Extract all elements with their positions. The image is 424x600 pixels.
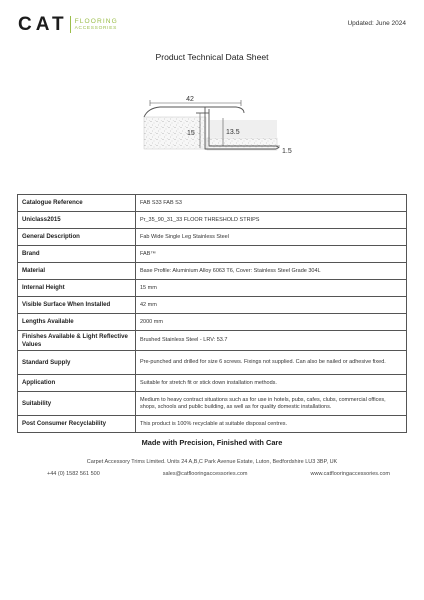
row-value: FAB™ bbox=[136, 246, 407, 263]
table-row bbox=[18, 280, 407, 297]
table-row bbox=[18, 392, 407, 416]
row-value: This product is 100% recyclable at suitable disposal centres. bbox=[136, 416, 407, 433]
row-value: Fab Wide Single Leg Stainless Steel bbox=[136, 229, 407, 246]
table-row bbox=[18, 314, 407, 331]
spec-table bbox=[17, 194, 407, 433]
row-label: Material bbox=[18, 263, 136, 280]
left-floor-block bbox=[144, 117, 206, 149]
row-value: 15 mm bbox=[136, 280, 407, 297]
contact-phone: +44 (0) 1582 561 500 bbox=[47, 471, 100, 477]
row-value: 42 mm bbox=[136, 297, 407, 314]
logo-subtitle-line1: FLOORING bbox=[74, 17, 118, 25]
table-row bbox=[18, 351, 407, 375]
row-label: Application bbox=[18, 375, 136, 392]
table-row bbox=[18, 212, 407, 229]
profile-diagram bbox=[0, 0, 424, 190]
table-row bbox=[18, 229, 407, 246]
row-value: FAB S33 FAB S3 bbox=[136, 195, 407, 212]
dim-height-right-label: 13.5 bbox=[226, 129, 240, 136]
row-value: Brushed Stainless Steel - LRV: 53.7 bbox=[136, 331, 407, 351]
table-row bbox=[18, 331, 407, 351]
footer-tagline: Made with Precision, Finished with Care bbox=[141, 438, 283, 447]
contact-row bbox=[47, 471, 390, 477]
row-label: Post Consumer Recyclability bbox=[18, 416, 136, 433]
contact-website[interactable]: www.catflooringaccessories.com bbox=[310, 471, 390, 477]
row-label: Standard Supply bbox=[18, 351, 136, 375]
logo-wordmark: CAT bbox=[18, 14, 68, 35]
table-row bbox=[18, 263, 407, 280]
row-value: 2000 mm bbox=[136, 314, 407, 331]
dim-thickness-label: 1.5 bbox=[282, 148, 292, 155]
row-label: Finishes Available & Light Reflective Values bbox=[18, 331, 136, 351]
row-label: Brand bbox=[18, 246, 136, 263]
row-label: Suitability bbox=[18, 392, 136, 416]
table-row bbox=[18, 195, 407, 212]
row-value: Pr_35_90_31_33 FLOOR THRESHOLD STRIPS bbox=[136, 212, 407, 229]
table-row bbox=[18, 416, 407, 433]
table-row bbox=[18, 375, 407, 392]
contact-email[interactable]: sales@catflooringaccessories.com bbox=[162, 471, 248, 477]
row-value: Suitable for stretch fit or stick down installation methods. bbox=[136, 375, 407, 392]
document-title: Product Technical Data Sheet bbox=[155, 52, 269, 62]
row-label: Visible Surface When Installed bbox=[18, 297, 136, 314]
updated-date: Updated: June 2024 bbox=[347, 20, 406, 27]
row-value: Pre-punched and drilled for size 6 screws. Fixings not supplied. Can also be nailed or adhesive fixed. bbox=[136, 351, 407, 375]
right-floor-slab bbox=[207, 138, 277, 150]
dim-width-label: 42 bbox=[186, 96, 194, 103]
carpet-region bbox=[210, 120, 277, 137]
dim-height-left-label: 15 bbox=[187, 130, 195, 137]
row-value: Base Profile: Aluminium Alloy 6063 T6, Cover: Stainless Steel Grade 304L bbox=[136, 263, 407, 280]
logo-subtitle-line2: ACCESSORIES bbox=[74, 25, 117, 31]
row-label: General Description bbox=[18, 229, 136, 246]
row-label: Internal Height bbox=[18, 280, 136, 297]
company-address: Carpet Accessory Trims Limited. Units 24 A,B,C Park Avenue Estate, Luton, Bedfordshire LU3 3BP, UK bbox=[86, 459, 338, 465]
row-label: Catalogue Reference bbox=[18, 195, 136, 212]
row-label: Lengths Available bbox=[18, 314, 136, 331]
row-label: Uniclass2015 bbox=[18, 212, 136, 229]
table-row bbox=[18, 246, 407, 263]
table-row bbox=[18, 297, 407, 314]
row-value: Medium to heavy contract situations such as for use in hotels, pubs, cafes, clubs, commercial offices, shops, schools and public building, as well as for quality domestic installations. bbox=[136, 392, 407, 416]
